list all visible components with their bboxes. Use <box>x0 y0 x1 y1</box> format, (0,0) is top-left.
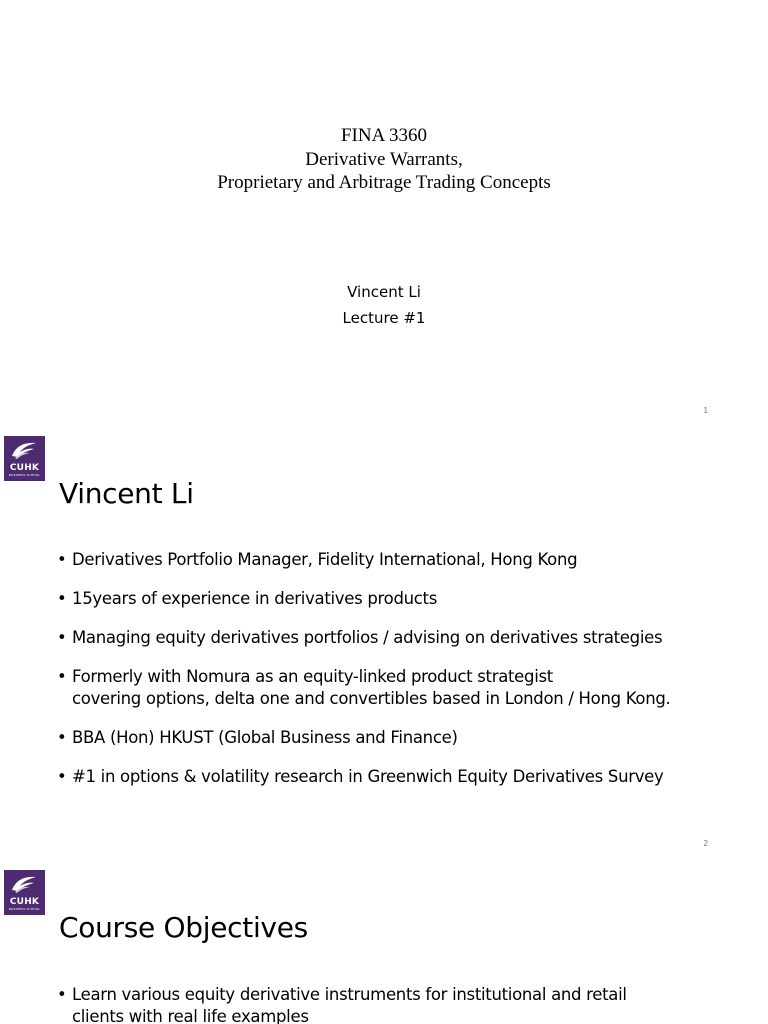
list-item: • Derivatives Portfolio Manager, Fidelity International, Hong Kong <box>57 549 671 571</box>
course-title <box>0 124 768 195</box>
phoenix-icon <box>10 440 39 460</box>
page-number: 1 <box>703 406 708 415</box>
list-item: • BBA (Hon) HKUST (Global Business and Finance) <box>57 727 671 749</box>
phoenix-icon <box>10 874 39 894</box>
bullet-list <box>57 984 627 1024</box>
slide-heading: Vincent Li <box>59 477 194 510</box>
course-code: FINA 3360 <box>340 125 428 146</box>
list-item-line-1: Learn various equity derivative instruments for institutional and retail <box>72 985 627 1004</box>
list-item: • #1 in options & volatility research in Greenwich Equity Derivatives Survey <box>57 766 671 788</box>
objectives-slide <box>0 859 768 1024</box>
course-title-line-2: Derivative Warrants, <box>305 148 463 170</box>
logo-text: CUHK <box>9 897 40 907</box>
author-block <box>0 279 768 331</box>
course-title-line-3: Proprietary and Arbitrage Trading Concepts <box>217 172 551 193</box>
list-item <box>57 984 627 1024</box>
list-item-line-2: clients with real life examples <box>72 1007 309 1024</box>
logo-subtext: BUSINESS SCHOOL <box>8 473 41 477</box>
list-item <box>57 666 671 710</box>
list-item: • 15years of experience in derivatives products <box>57 588 671 610</box>
slide-heading: Course Objectives <box>59 911 308 944</box>
list-item: • Managing equity derivatives portfolios / advising on derivatives strategies <box>57 627 671 649</box>
cuhk-logo <box>4 436 45 481</box>
list-item-line-2: covering options, delta one and convertibles based in London / Hong Kong. <box>72 689 671 708</box>
list-item-line-1: Formerly with Nomura as an equity-linked product strategist <box>72 667 553 686</box>
page-number: 2 <box>703 839 708 848</box>
lecture-number: Lecture #1 <box>342 309 426 327</box>
logo-text: CUHK <box>9 463 40 473</box>
logo-subtext: BUSINESS SCHOOL <box>8 907 41 911</box>
instructor-slide <box>0 425 768 859</box>
bullet-list <box>57 549 671 805</box>
cuhk-logo <box>4 870 45 915</box>
title-slide <box>0 0 768 425</box>
author-name: Vincent Li <box>347 283 421 301</box>
